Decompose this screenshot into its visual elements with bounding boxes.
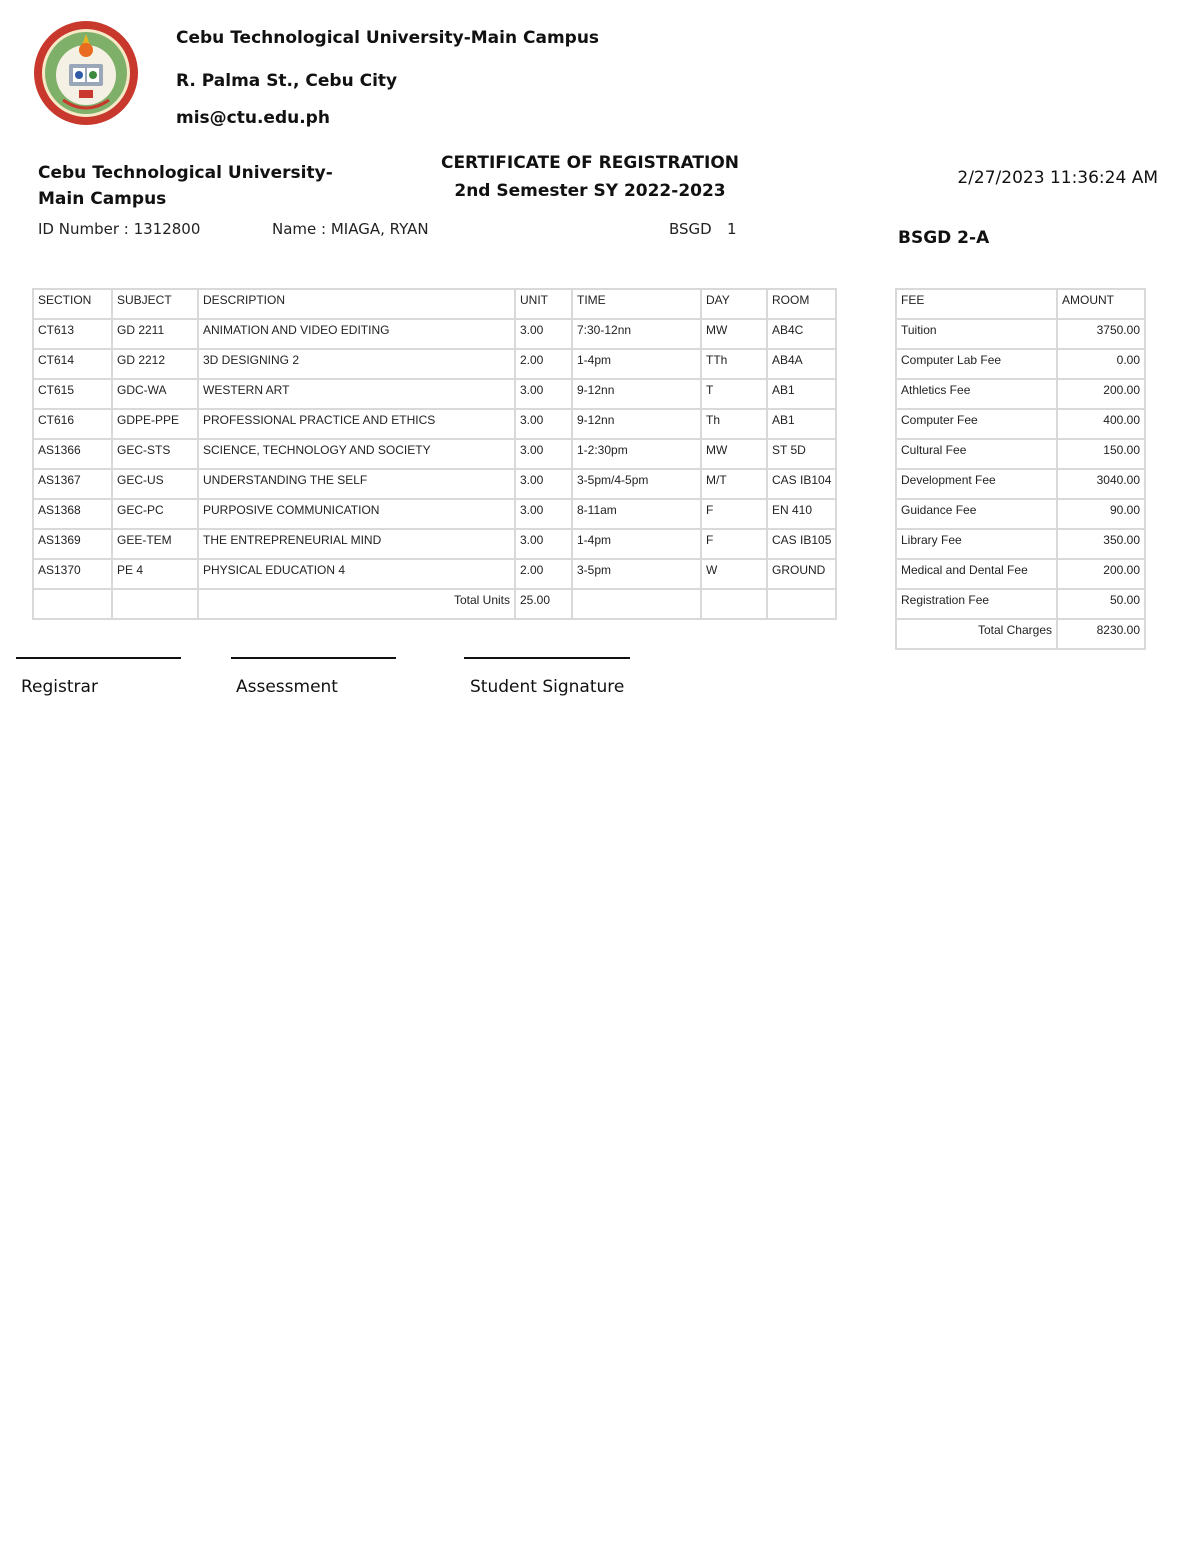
subject-row — [33, 469, 836, 499]
student-signature-line — [464, 657, 630, 659]
total-charges-value: 8230.00 — [1057, 619, 1145, 649]
header-amount: AMOUNT — [1057, 289, 1145, 319]
subject-section-cell: CT616 — [33, 409, 112, 439]
certificate-term: 2nd Semester SY 2022-2023 — [454, 181, 726, 201]
subject-subject-cell: GDPE-PPE — [112, 409, 198, 439]
subject-unit-cell: 3.00 — [515, 439, 572, 469]
total-charges-label: Total Charges — [896, 619, 1057, 649]
subject-time-cell: 9-12nn — [572, 409, 701, 439]
subject-day-cell: Th — [701, 409, 767, 439]
fee-name-cell: Computer Fee — [896, 409, 1057, 439]
subject-description-cell: PURPOSIVE COMMUNICATION — [198, 499, 515, 529]
subject-time-cell: 3-5pm — [572, 559, 701, 589]
fee-name-cell: Cultural Fee — [896, 439, 1057, 469]
fee-name-cell: Registration Fee — [896, 589, 1057, 619]
subject-day-cell: T — [701, 379, 767, 409]
subject-room-cell: CAS IB104 — [767, 469, 836, 499]
header-unit: UNIT — [515, 289, 572, 319]
subject-subject-cell: GDC-WA — [112, 379, 198, 409]
subject-unit-cell: 3.00 — [515, 529, 572, 559]
subject-unit-cell: 3.00 — [515, 469, 572, 499]
fee-row — [896, 349, 1145, 379]
subject-day-cell: MW — [701, 439, 767, 469]
student-course: BSGD — [669, 220, 712, 238]
fees-header-row — [896, 289, 1145, 319]
subject-unit-cell: 3.00 — [515, 379, 572, 409]
subject-day-cell: MW — [701, 319, 767, 349]
subject-row — [33, 559, 836, 589]
subject-section-cell: CT613 — [33, 319, 112, 349]
empty-cell — [767, 589, 836, 619]
student-id: ID Number : 1312800 — [38, 220, 201, 238]
fee-amount-cell: 200.00 — [1057, 559, 1145, 589]
subject-row — [33, 439, 836, 469]
empty-cell — [572, 589, 701, 619]
header-subject: SUBJECT — [112, 289, 198, 319]
subject-room-cell: AB1 — [767, 379, 836, 409]
fees-total-row — [896, 619, 1145, 649]
subject-time-cell: 1-4pm — [572, 529, 701, 559]
subject-description-cell: UNDERSTANDING THE SELF — [198, 469, 515, 499]
fee-row — [896, 529, 1145, 559]
subject-day-cell: M/T — [701, 469, 767, 499]
fee-name-cell: Tuition — [896, 319, 1057, 349]
institution-name: Cebu Technological University-Main Campus — [176, 28, 600, 48]
subject-room-cell: GROUND — [767, 559, 836, 589]
subject-row — [33, 409, 836, 439]
empty-cell — [33, 589, 112, 619]
fee-row — [896, 469, 1145, 499]
subject-day-cell: F — [701, 529, 767, 559]
fee-name-cell: Development Fee — [896, 469, 1057, 499]
total-units-label: Total Units — [198, 589, 515, 619]
fee-amount-cell: 350.00 — [1057, 529, 1145, 559]
subject-day-cell: TTh — [701, 349, 767, 379]
subject-unit-cell: 2.00 — [515, 559, 572, 589]
campus-name: Cebu Technological University-Main Campus — [38, 163, 333, 209]
subject-subject-cell: GEE-TEM — [112, 529, 198, 559]
header-section: SECTION — [33, 289, 112, 319]
fee-row — [896, 559, 1145, 589]
registrar-label: Registrar — [21, 677, 98, 697]
student-section: BSGD 2-A — [898, 228, 990, 248]
header-description: DESCRIPTION — [198, 289, 515, 319]
student-name: Name : MIAGA, RYAN — [272, 220, 429, 238]
fee-row — [896, 589, 1145, 619]
subject-description-cell: WESTERN ART — [198, 379, 515, 409]
subject-day-cell: W — [701, 559, 767, 589]
fee-name-cell: Library Fee — [896, 529, 1057, 559]
total-units-value: 25.00 — [515, 589, 572, 619]
subject-subject-cell: GEC-STS — [112, 439, 198, 469]
subject-room-cell: AB1 — [767, 409, 836, 439]
subject-section-cell: CT615 — [33, 379, 112, 409]
subject-section-cell: AS1370 — [33, 559, 112, 589]
fee-row — [896, 439, 1145, 469]
fee-amount-cell: 200.00 — [1057, 379, 1145, 409]
subject-description-cell: PHYSICAL EDUCATION 4 — [198, 559, 515, 589]
subject-section-cell: AS1368 — [33, 499, 112, 529]
student-year: 1 — [727, 220, 737, 238]
certificate-heading — [420, 149, 760, 205]
subject-section-cell: AS1369 — [33, 529, 112, 559]
subject-row — [33, 529, 836, 559]
subject-row — [33, 319, 836, 349]
print-datetime: 2/27/2023 11:36:24 AM — [957, 168, 1158, 188]
fee-amount-cell: 0.00 — [1057, 349, 1145, 379]
header-time: TIME — [572, 289, 701, 319]
fee-amount-cell: 90.00 — [1057, 499, 1145, 529]
fees-table — [895, 288, 1146, 650]
subject-time-cell: 8-11am — [572, 499, 701, 529]
subject-unit-cell: 3.00 — [515, 319, 572, 349]
fee-amount-cell: 50.00 — [1057, 589, 1145, 619]
subject-section-cell: AS1367 — [33, 469, 112, 499]
assessment-label: Assessment — [236, 677, 338, 697]
subject-day-cell: F — [701, 499, 767, 529]
header-room: ROOM — [767, 289, 836, 319]
subject-subject-cell: GEC-US — [112, 469, 198, 499]
institution-address: R. Palma St., Cebu City — [176, 71, 398, 91]
subject-description-cell: ANIMATION AND VIDEO EDITING — [198, 319, 515, 349]
fee-name-cell: Computer Lab Fee — [896, 349, 1057, 379]
subject-time-cell: 1-4pm — [572, 349, 701, 379]
subject-row — [33, 499, 836, 529]
empty-cell — [701, 589, 767, 619]
subject-row — [33, 379, 836, 409]
subjects-table — [32, 288, 837, 620]
subject-subject-cell: GEC-PC — [112, 499, 198, 529]
subject-unit-cell: 2.00 — [515, 349, 572, 379]
subject-section-cell: CT614 — [33, 349, 112, 379]
subject-section-cell: AS1366 — [33, 439, 112, 469]
subject-room-cell: EN 410 — [767, 499, 836, 529]
fee-amount-cell: 3750.00 — [1057, 319, 1145, 349]
subject-time-cell: 3-5pm/4-5pm — [572, 469, 701, 499]
fee-row — [896, 409, 1145, 439]
fee-row — [896, 379, 1145, 409]
assessment-signature-line — [231, 657, 396, 659]
certificate-title: CERTIFICATE OF REGISTRATION — [440, 153, 740, 173]
fee-name-cell: Medical and Dental Fee — [896, 559, 1057, 589]
fee-amount-cell: 400.00 — [1057, 409, 1145, 439]
subject-room-cell: AB4C — [767, 319, 836, 349]
student-signature-label: Student Signature — [470, 677, 625, 697]
fee-row — [896, 319, 1145, 349]
subject-subject-cell: GD 2212 — [112, 349, 198, 379]
subject-description-cell: SCIENCE, TECHNOLOGY AND SOCIETY — [198, 439, 515, 469]
subjects-total-row — [33, 589, 836, 619]
fee-row — [896, 499, 1145, 529]
subject-unit-cell: 3.00 — [515, 499, 572, 529]
fee-amount-cell: 150.00 — [1057, 439, 1145, 469]
university-seal-logo — [33, 20, 139, 126]
subject-room-cell: AB4A — [767, 349, 836, 379]
subject-room-cell: ST 5D — [767, 439, 836, 469]
registrar-signature-line — [16, 657, 181, 659]
subject-subject-cell: PE 4 — [112, 559, 198, 589]
subject-unit-cell: 3.00 — [515, 409, 572, 439]
subject-time-cell: 9-12nn — [572, 379, 701, 409]
empty-cell — [112, 589, 198, 619]
fee-name-cell: Athletics Fee — [896, 379, 1057, 409]
header-day: DAY — [701, 289, 767, 319]
fee-amount-cell: 3040.00 — [1057, 469, 1145, 499]
institution-email: mis@ctu.edu.ph — [176, 108, 330, 128]
subject-subject-cell: GD 2211 — [112, 319, 198, 349]
subject-room-cell: CAS IB105 — [767, 529, 836, 559]
subject-description-cell: THE ENTREPRENEURIAL MIND — [198, 529, 515, 559]
subject-time-cell: 7:30-12nn — [572, 319, 701, 349]
fee-name-cell: Guidance Fee — [896, 499, 1057, 529]
subject-time-cell: 1-2:30pm — [572, 439, 701, 469]
subjects-header-row — [33, 289, 836, 319]
header-fee: FEE — [896, 289, 1057, 319]
subject-description-cell: PROFESSIONAL PRACTICE AND ETHICS — [198, 409, 515, 439]
subject-description-cell: 3D DESIGNING 2 — [198, 349, 515, 379]
subject-row — [33, 349, 836, 379]
